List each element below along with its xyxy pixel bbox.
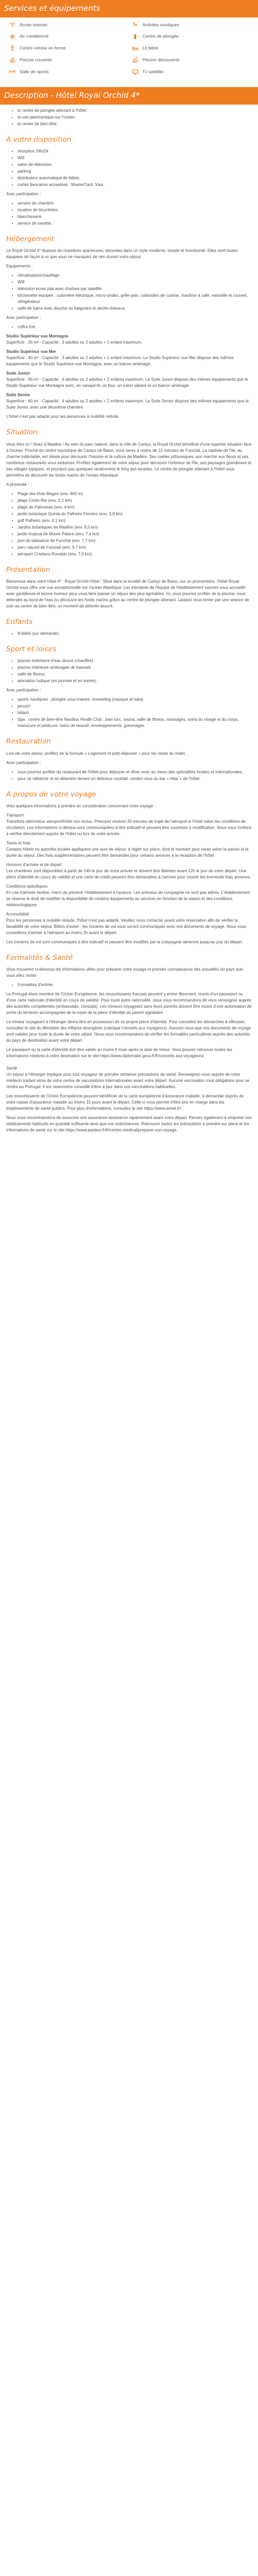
amenity-item	[9, 45, 126, 52]
formalites-text: Le Portugal étant membre de l'Union Européenne, les ressortissants français peuvent y entrer librement, munis d'un passeport ou d'une carte nationale d'identité en cours de validité. Pour toute autre nationalité, nous vous recommandons de vous renseigner auprès des autorités compétentes (ambassade, consulat). Les mineurs voyageant sans leurs parents doivent être munis d'une autorisation de sortie du territoire accompagnée de la copie de la pièce d'identité du parent signataire.	[6, 992, 252, 1015]
gym-icon	[9, 69, 15, 75]
amenity-label: Piscine couverte	[20, 57, 52, 62]
amenity-item	[132, 33, 249, 40]
amenity-label: Salle de sports	[20, 69, 49, 74]
list-item: • vous pourrez profiter du restaurant de l'hôtel pour déjeuner et dîner avec au menu des spécialités locales et internationales.	[18, 769, 252, 775]
list-item: • Formalités d'entrée	[18, 982, 252, 988]
list-item: • jardin botanique Quinta do Palheiro Ferreiro (env. 3,6 km)	[18, 511, 252, 517]
list-item: • Wifi	[18, 279, 252, 285]
room-type-desc: Superficie : 40 m² - Capacité : 3 adultes ou 2 adultes + 1 enfant maximum. Le Studio Supérieur vue Mer dispose des mêmes équipements que le Studio Supérieur vue Montagne, avec un balcon aménagé.	[6, 355, 234, 367]
sante-text: Nous vous recommandons de souscrire une assurance assistance rapatriement avant votre départ. Pensez également à emporter vos médicaments habituels en quantité suffisante ainsi que vos ordonnances. Retrouvez toutes les précautions à prendre sur place et les informations de santé sur le site https://www.pasteur.fr/fr/centre-medical/preparer-son-voyage.	[6, 1115, 252, 1132]
sport-list	[6, 658, 252, 684]
accessibility-text: Pour les personnes à mobilité réduite, l'hôtel n'est pas adapté. Veuillez nous contacter avant votre réservation afin de vérifier la faisabilité de votre séjour. Billets d'avion : les horaires de vol vous seront communiqués avec vos documents de voyage. Nous vous conseillons d'arriver à l'aéroport au moins 2h avant le départ.	[6, 918, 246, 935]
snowflake-icon	[9, 33, 15, 40]
paid-label: Avec participation :	[6, 315, 41, 320]
room-type-desc: Superficie : 26 m² - Capacité : 3 adultes ou 2 adultes + 1 enfant maximum.	[6, 340, 142, 345]
amenity-label: Piscine découverte	[142, 57, 180, 62]
list-item: • le centre de plongée attenant à l'hôtel	[18, 108, 252, 114]
amenity-label: Centre remise en forme	[20, 45, 66, 50]
situation-text: Vous êtes ici ! Vivez à Madère ! Au sein du parc naturel, dans la ville de Caniço, le Royal Orchid bénéficie d'une superbe situation face à l'océan. Proche du centre touristique de Caniço de Baixo, vous serez à moins de 15 minutes de Funchal. La capitale de l'île, au charme indéniable, est idéale pour découvrir l'histoire et la culture de Madère. Ses ruelles pittoresques, son marché aux fleurs et ses nombreux restaurants vous séduiront. Profitez également de votre séjour pour découvrir l'intérieur de l'île, ses paysages grandioses et ses villages typiques, et pourquoi pas quelques randonnées le long des levadas. Le centre de plongée attenant à l'hôtel vous permettra de découvrir les fonds marins de l'océan Atlantique.	[6, 442, 252, 478]
flight-note: Les horaires de vol sont communiqués à titre indicatif et peuvent être modifiés par la compagnie aérienne jusqu'au jour du départ.	[6, 939, 243, 944]
section-title-restauration: Restauration	[6, 737, 51, 746]
checkin-text: Les chambres sont disponibles à partir de 14h le jour de votre arrivée et doivent être libérées avant 12h le jour de votre départ. Une pièce d'identité en cours de validité et une carte de crédit peuvent être demandées à l'arrivée pour couvrir les éventuels frais annexes.	[6, 868, 251, 879]
checkin-label: Horaires d'arrivée et de départ	[6, 862, 62, 867]
list-item: • climatisation/chauffage	[18, 273, 252, 279]
sante-label: Santé	[6, 1066, 17, 1071]
equip-label: Equipements :	[6, 264, 33, 269]
list-item: • jardin tropical de Monte Palace (env. 7,4 km)	[18, 531, 252, 537]
restauration-text: Lors de votre séjour, profitez de la formule « Logement et petit-déjeuner » pour les repas du matin.	[6, 751, 186, 756]
list-item: • Jardins botaniques de Madère (env. 6,5 km)	[18, 524, 252, 531]
hebergement-paid-list	[6, 324, 252, 330]
equip-list	[6, 273, 252, 312]
amenity-label: Accès internet	[20, 22, 47, 27]
list-item: • plage Cristo Rei (env. 2,2 km)	[18, 498, 252, 504]
list-item: • piscine intérieure aménagée de transats	[18, 665, 252, 671]
tank-icon	[132, 33, 138, 40]
section-title-formalites: Formalités & Santé	[6, 953, 73, 962]
list-item: • kitchenette équipée : cuisinière électrique, micro-ondes, grille-pain, ustensiles de cuisine, machine à café, vaisselle et couvert, réfrigérateur	[18, 293, 252, 305]
baby-bed-icon	[132, 45, 138, 51]
room-type-title: Studio Supérieur vue Mer	[6, 349, 56, 354]
taxes-label: Taxes et frais	[6, 840, 31, 845]
amenity-label: Tv satellite	[142, 69, 164, 74]
section-title-enfants: Enfants	[6, 617, 33, 626]
amenity-item	[9, 57, 126, 63]
list-item: • salle de fitness	[18, 671, 252, 677]
list-item: • pour se rafraîchir et se détendre devant un délicieux cocktail, rendez-vous au bar « Altar » de l'hôtel.	[18, 776, 252, 782]
room-type-desc: Superficie : 56 m² - Capacité : 4 adultes ou 2 adultes + 2 enfants maximum. La Suite Junior dispose des mêmes équipements que le Studio Supérieur vue Montagne avec, en canapé-lit, un four, un salon séparé et un balcon aménagé.	[6, 377, 248, 388]
section-title-presentation: Présentation	[6, 565, 51, 574]
description-content	[0, 105, 258, 1147]
proximity-list	[6, 491, 252, 557]
accessibility-label: Accessibilité	[6, 911, 29, 917]
list-item: • animation ludique (en journée et en soirée).	[18, 678, 252, 684]
intro-list	[6, 108, 252, 127]
section-title-apropos: A propos de votre voyage	[6, 790, 96, 799]
paid-label: Avec participation :	[6, 760, 41, 765]
section-title-situation: Situation	[6, 428, 38, 437]
list-item: • télévision écran plat avec chaînes par satellite	[18, 286, 252, 292]
list-item: • jacuzzi	[18, 703, 252, 709]
sante-text: Les ressortissants de l'Union Européenne peuvent bénéficier de la carte européenne d'assurance maladie, à demander auprès de votre caisse d'assurance maladie au moins 15 jours avant le départ. Celle-ci vous permet d'être pris en charge dans les établissements de santé publics. Pour plus d'informations, consultez le site https://www.ameli.fr/.	[6, 1094, 244, 1111]
list-item: • salle de bains avec douche ou baignoire et sèche-cheveux.	[18, 306, 252, 312]
description-header: Description - Hôtel Royal Orchid 4*	[0, 87, 258, 105]
section-title-sport: Sport et loisirs	[6, 645, 57, 653]
enfants-list	[6, 631, 252, 637]
list-item: • cartes bancaires acceptées : MasterCard, Visa.	[18, 182, 252, 188]
list-item: • lit bébé (sur demande).	[18, 631, 252, 637]
amenity-item	[132, 57, 249, 63]
list-item: • service de chambre	[18, 200, 252, 207]
list-item: • billard	[18, 710, 252, 716]
accessibility-note: L'hôtel n'est pas adapté pour les personnes à mobilité réduite.	[6, 414, 120, 419]
list-item: • aéroport Cristiano Ronaldo (env. 7,6 km).	[18, 551, 252, 557]
amenity-label: Activités nautiques	[142, 22, 179, 27]
paid-label: Avec participation :	[6, 192, 41, 196]
diver-icon	[132, 22, 138, 28]
list-item: • le centre de bien-être.	[18, 121, 252, 127]
list-item: • Wifi	[18, 155, 252, 161]
taxes-text: Certains hôtels ou autorités locales appliquent une taxe de séjour, à régler sur place, dont le montant peut varier selon la saison et la durée du séjour. Des frais supplémentaires peuvent être demandés pour certains services à la réception de l'hôtel.	[6, 846, 249, 858]
list-item: • réception 24h/24	[18, 148, 252, 155]
room-type-title: Studio Supérieur vue Montagne	[6, 334, 69, 339]
amenity-item	[132, 22, 249, 28]
transport-label: Transport	[6, 812, 24, 818]
sport-paid-list	[6, 697, 252, 729]
amenity-label: Centre de plongée	[142, 33, 179, 39]
list-item: • piscine extérieure d'eau douce (chauffée)	[18, 658, 252, 664]
list-item: • location de bicyclettes	[18, 207, 252, 213]
conditions-text: En cas d'arrivée tardive, merci de prévenir l'établissement à l'avance. Les animaux de compagnie ne sont pas admis. L'établissement se réserve le droit de modifier la disponibilité de certains équipements ou services en fonction de la saison et des conditions météorologiques.	[6, 890, 250, 907]
amenity-item	[132, 45, 249, 52]
proximity-label: A proximité :	[6, 482, 29, 487]
restauration-paid-list	[6, 769, 252, 782]
list-item: • parc naturel de Funchal (env. 9,7 km)	[18, 545, 252, 551]
fitness-icon	[9, 45, 15, 51]
amenity-label: Air conditionné	[20, 33, 49, 39]
amenity-label: Lit bébé	[142, 45, 158, 50]
amenity-item	[9, 33, 126, 40]
pool-icon	[9, 57, 15, 63]
amenity-item	[9, 69, 126, 75]
list-item: • Plage des Rois Mages (env. 600 m)	[18, 491, 252, 497]
list-item: • la vue panoramique sur l'océan	[18, 114, 252, 121]
room-type-title: Suite Junior	[6, 371, 30, 376]
wifi-icon	[9, 22, 15, 28]
sante-text: Un séjour à l'étranger implique pour tout voyageur de prendre certaines précautions de santé. Renseignez-vous auprès de votre médecin traitant et/ou de votre centre de vaccinations internationales avant votre départ. Aucune vaccination n'est obligatoire pour se rendre au Portugal. Il est néanmoins conseillé d'être à jour dans vos vaccinations habituelles.	[6, 1072, 250, 1089]
room-type-desc: Superficie : 60 m² - Capacité : 4 adultes ou 2 adultes + 2 enfants maximum. La Suite Senior dispose des mêmes équipements que la Suite Junior, avec une deuxième chambre.	[6, 399, 249, 410]
disposition-paid-list	[6, 200, 252, 227]
presentation-text: Bienvenue dans votre hôtel 4* : Royal Orchid Hôtel ! Situé dans la localité de Caniço de Baixo, sur un promontoire, l'hôtel Royal Orchid vous offre une vue exceptionnelle sur l'océan Atlantique. Les membres de l'équipe de l'établissement sauront vous accueillir avec gentillesse et bonne humeur pour vous faire passer un séjour des plus agréables. Ici, vous pourrez profiter de la piscine, vous détendre au bord de l'eau ou découvrir les fonds marins grâce au centre de plongée attenant. Laissez-vous tenter par une séance de soin au centre de bien-être, un moment de détente assuré.	[6, 579, 249, 608]
section-title-disposition: A votre disposition	[6, 135, 72, 144]
transport-text: Transferts aller/retour aéroport/hôtel non inclus. Prévoyez environ 20 minutes de trajet de l'aéroport à l'hôtel selon les conditions de circulation. Les informations ci-dessus sont communiquées à titre indicatif et peuvent être soumises à modification. Nous vous invitons à vérifier directement auprès de l'hôtel ou lors de votre arrivée.	[6, 819, 252, 836]
list-item: • service de navette.	[18, 221, 252, 227]
list-item: • coffre-fort.	[18, 324, 252, 330]
room-type-title: Suite Senior	[6, 393, 30, 398]
paid-label: Avec participation :	[6, 688, 41, 693]
list-item: • plage de Palmeiras (env. 4 km)	[18, 504, 252, 511]
list-item: • sports nautiques : plongée sous-marine, snorkeling (masque et tuba)	[18, 697, 252, 703]
apropos-intro: Voici quelques informations à prendre en considération concernant votre voyage :	[6, 803, 156, 808]
list-item: • salon de télévision	[18, 162, 252, 168]
formalites-list	[6, 982, 252, 988]
formalites-text: Le passeport ou la carte d'identité doit être valide au moins 6 mois après la date de retour. Vous pouvez retrouver toutes les informations relatives à votre destination sur le site https://www.diplomatie.gouv.fr/fr/conseils-aux-voyageurs/.	[6, 1047, 232, 1058]
formalites-text: Le mineur voyageant à l'étranger devra être en possession de sa propre pièce d'identité. Pour connaître les démarches à effectuer, consultez le site du Ministère des Affaires étrangères (rubrique Conseils aux voyageurs). Assurez-vous que vos documents de voyage sont valides pour toute la durée de votre séjour. Nous vous recommandons de vérifier les formalités particulières auprès des autorités du pays de destination avant votre départ.	[6, 1020, 251, 1043]
list-item: • Spa : centre de bien-être Nautilus Health Club : bain turc, sauna, salle de fitness, massages, soins du visage et du corps, manucure et pédicure, soins de beauté, enveloppements, gommages.	[18, 717, 252, 729]
list-item: • golf Palheiro (env. 4,1 km)	[18, 518, 252, 524]
hebergement-intro: Le Royal Orchid 4* dispose de chambres spacieuses, décorées dans un style moderne, simple et fonctionnel. Elles sont toutes équipées de façon à ce que vous ne manquiez de rien durant votre séjour.	[6, 248, 238, 260]
amenity-item	[9, 22, 126, 28]
list-item: • blanchisserie	[18, 214, 252, 220]
amenity-item	[132, 69, 249, 75]
pool-open-icon	[132, 57, 138, 63]
conditions-label: Conditions spécifiques	[6, 884, 48, 889]
tv-icon	[132, 69, 138, 75]
amenities-header: Services et équipements	[0, 0, 258, 18]
list-item: • distributeur automatique de billets	[18, 175, 252, 181]
list-item: • parking	[18, 168, 252, 175]
list-item: • port de plaisance de Funchal (env. 7,7 km)	[18, 538, 252, 544]
amenities-grid	[0, 18, 258, 82]
disposition-list	[6, 148, 252, 188]
section-title-hebergement: Hébergement	[6, 235, 55, 243]
formalites-intro: Vous trouverez ci-dessous les informations utiles pour préparer votre voyage et prendre connaissance des actualités du pays que vous allez visiter.	[6, 967, 243, 978]
